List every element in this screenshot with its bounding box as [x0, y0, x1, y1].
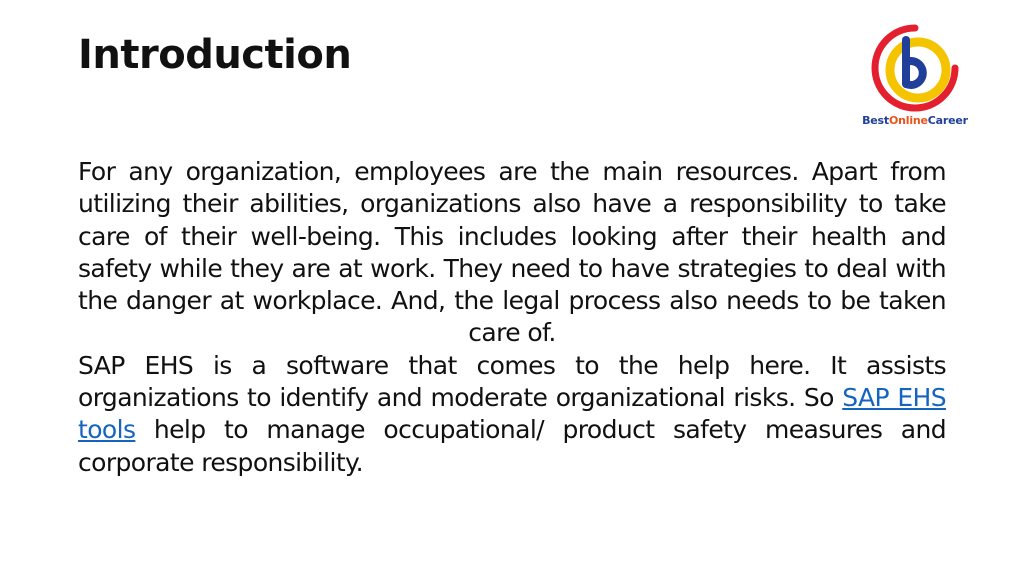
- slide-body: [78, 156, 946, 479]
- logo-text-best: Best: [862, 114, 889, 127]
- logo-text-online: Online: [888, 114, 928, 127]
- brand-logo: [860, 18, 970, 133]
- logo-mark-icon: [860, 18, 970, 114]
- logo-text-career: Career: [927, 114, 968, 127]
- slide-title: Introduction: [78, 32, 352, 78]
- paragraph-sap-ehs: [78, 350, 946, 479]
- paragraph-intro: For any organization, employees are the main resources. Apart from utilizing their abilities, organizations also have a responsibility to take care of their well-being. This includes looking after their health and safety while they are at work. They need to have strategies to deal with the danger at workplace. And, the legal process also needs to be taken care of.: [78, 157, 946, 348]
- paragraph-sap-ehs-text: SAP EHS is a software that comes to the help here. It assists organizations to identify and moderate organizational risks. So: [78, 350, 946, 413]
- sap-ehs-tools-link[interactable]: SAP EHS tools: [78, 383, 946, 445]
- paragraph-sap-ehs-rest: help to manage occupational/ product safety measures and corporate responsibility.: [78, 415, 946, 477]
- logo-wordmark: [860, 114, 970, 127]
